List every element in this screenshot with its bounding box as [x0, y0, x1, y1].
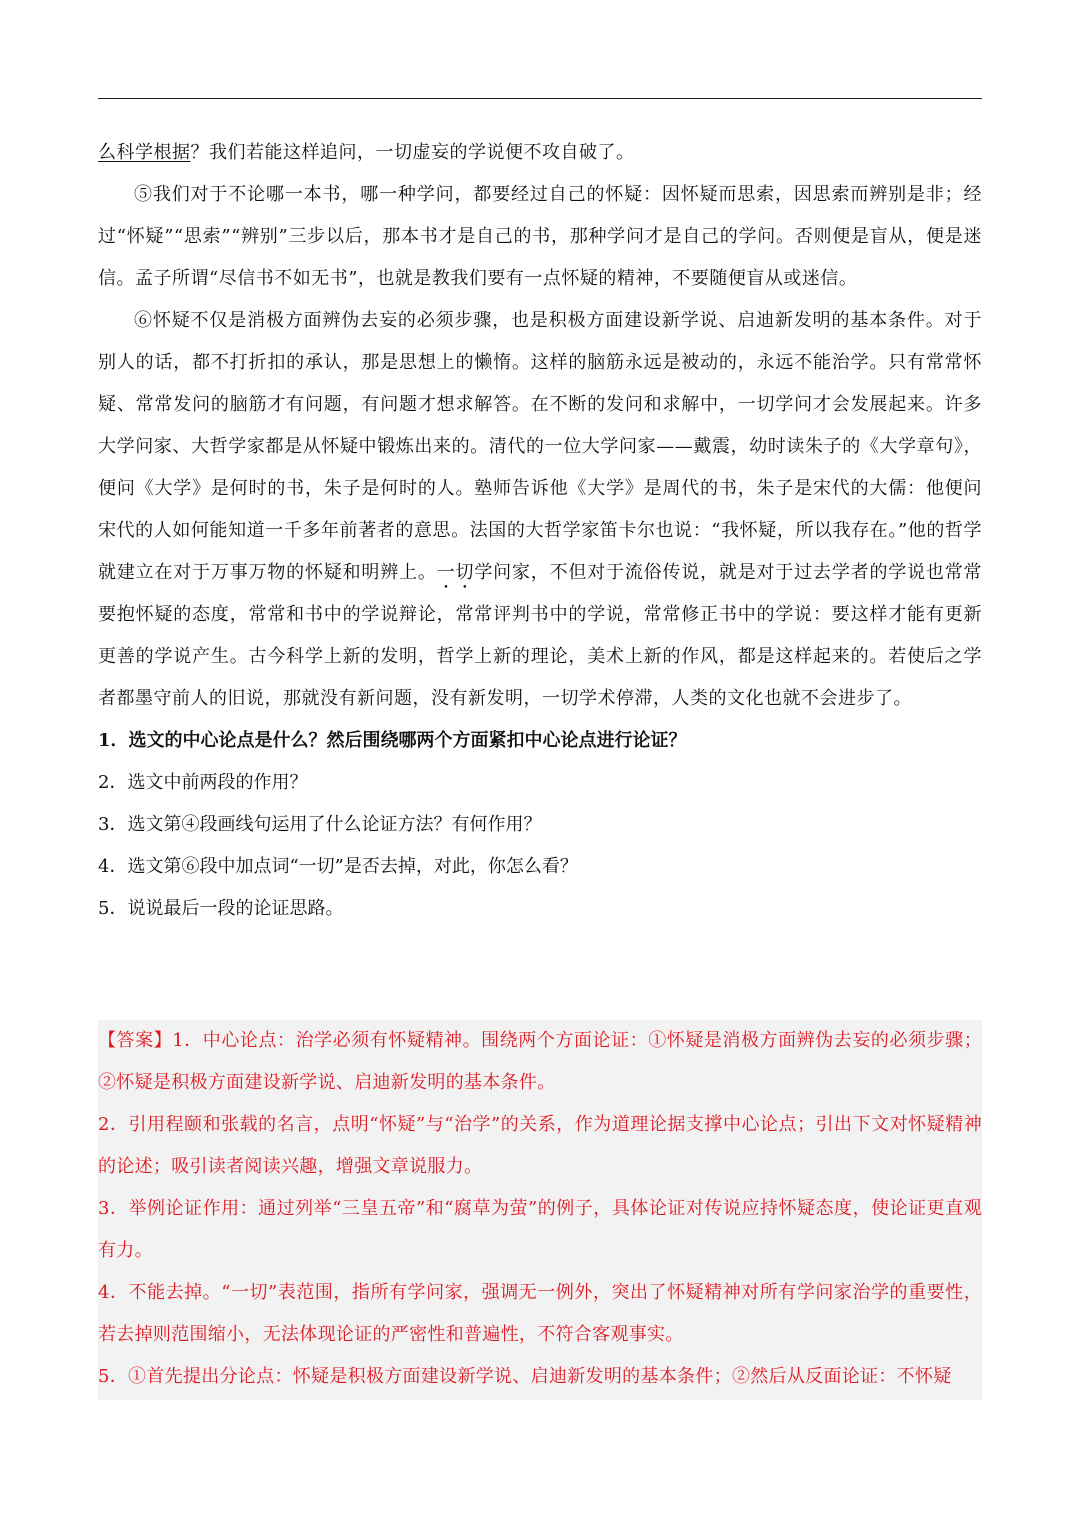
answer-1: 【答案】1．中心论点：治学必须有怀疑精神。围绕两个方面论证：①怀疑是消极方面辨伪去妄的必须步骤；②怀疑是积极方面建设新学说、启迪新发明的基本条件。	[98, 1030, 982, 1093]
paragraph-continuation: 么科学根据？我们若能这样追问，一切虚妄的学说便不攻自破了。	[98, 142, 635, 163]
question-5: 5．说说最后一段的论证思路。	[98, 898, 344, 919]
answer-4: 4．不能去掉。“一切”表范围，指所有学问家，强调无一例外，突出了怀疑精神对所有学问家治学的重要性，若去掉则范围缩小，无法体现论证的严密性和普遍性，不符合客观事实。	[98, 1282, 982, 1345]
passage	[98, 132, 982, 930]
answer-3: 3．举例论证作用：通过列举“三皇五帝”和“腐草为萤”的例子，具体论证对传说应持怀疑态度，使论证更直观有力。	[98, 1198, 982, 1261]
answer-tag: 【答案】	[98, 1030, 173, 1051]
answer-2: 2．引用程颐和张载的名言，点明“怀疑”与“治学”的关系，作为道理论据支撑中心论点；引出下文对怀疑精神的论述；吸引读者阅读兴趣，增强文章说服力。	[98, 1114, 982, 1177]
answer-5: 5．①首先提出分论点：怀疑是积极方面建设新学说、启迪新发明的基本条件；②然后从反面论证：不怀疑	[98, 1366, 952, 1387]
emphasis-dotted-word: 一切	[436, 562, 475, 583]
header-rule	[98, 98, 982, 99]
paragraph-5: ⑤我们对于不论哪一本书，哪一种学问，都要经过自己的怀疑：因怀疑而思索，因思索而辨别是非；经过“怀疑”“思索”“辨别”三步以后，那本书才是自己的书，那种学问才是自己的学问。否则便是盲从，便是迷信。孟子所谓“尽信书不如无书”，也就是教我们要有一点怀疑的精神，不要随便盲从或迷信。	[98, 184, 982, 289]
question-4: 4．选文第⑥段中加点词“一切”是否去掉，对此，你怎么看？	[98, 856, 578, 877]
paragraph-6: ⑥怀疑不仅是消极方面辨伪去妄的必须步骤，也是积极方面建设新学说、启迪新发明的基本条件。对于别人的话，都不打折扣的承认，那是思想上的懒惰。这样的脑筋永远是被动的，永远不能治学。只有常常怀疑、常常发问的脑筋才有问题，有问题才想求解答。在不断的发问和求解中，一切学问才会发展起来。许多大学问家、大哲学家都是从怀疑中锻炼出来的。清代的一位大学问家——戴震，幼时读朱子的《大学章句》，便问《大学》是何时的书，朱子是何时的人。塾师告诉他《大学》是周代的书，朱子是宋代的大儒：他便问宋代的人如何能知道一千多年前著者的意思。法国的大哲学家笛卡尔也说：“我怀疑，所以我存在。”他的哲学就建立在对于万事万物的怀疑和明辨上。一切学问家，不但对于流俗传说，就是对于过去学者的学说也常常要抱怀疑的态度，常常和书中的学说辩论，常常评判书中的学说，常常修正书中的学说：要这样才能有更新更善的学说产生。古今科学上新的发明，哲学上新的理论，美术上新的作风，都是这样起来的。若使后之学者都墨守前人的旧说，那就没有新问题，没有新发明，一切学术停滞，人类的文化也就不会进步了。	[98, 310, 983, 709]
question-1: 1．选文的中心论点是什么？然后围绕哪两个方面紧扣中心论点进行论证？	[98, 730, 687, 751]
question-3: 3．选文第④段画线句运用了什么论证方法？有何作用？	[98, 814, 542, 835]
underlined-phrase: 么科学根据	[98, 142, 191, 163]
question-2: 2．选文中前两段的作用？	[98, 772, 308, 793]
question-list	[98, 720, 982, 930]
answer-box	[98, 1020, 982, 1400]
